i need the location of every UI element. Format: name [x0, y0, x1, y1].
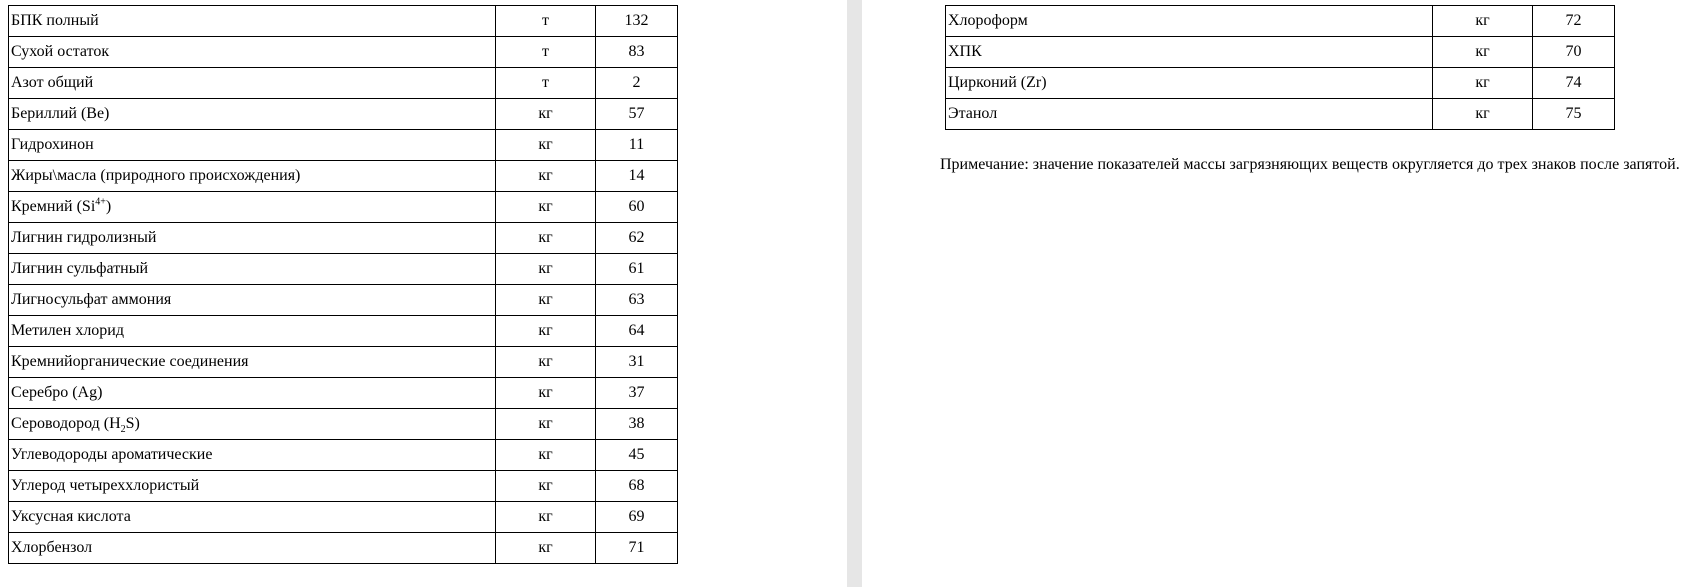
- substance-name-cell: [9, 347, 496, 378]
- table-row: [9, 68, 678, 99]
- substance-name-cell: [9, 285, 496, 316]
- substance-name-cell: [9, 130, 496, 161]
- unit-cell: т: [496, 37, 596, 68]
- value-cell: 72: [1533, 6, 1615, 37]
- substance-name-cell: [946, 68, 1433, 99]
- value-cell: 132: [596, 6, 678, 37]
- value-cell: 38: [596, 409, 678, 440]
- substance-name: Лигносульфат аммония: [11, 291, 172, 308]
- substance-name-cell: [9, 440, 496, 471]
- table-row: [9, 192, 678, 223]
- substance-name: Серебро (Ag): [11, 384, 103, 401]
- table-row: [9, 223, 678, 254]
- value-cell: 60: [596, 192, 678, 223]
- value-cell: 14: [596, 161, 678, 192]
- table-row: [9, 347, 678, 378]
- substance-name-cell: [9, 6, 496, 37]
- substance-name: БПК полный: [11, 12, 99, 29]
- value-cell: 37: [596, 378, 678, 409]
- table-row: [9, 6, 678, 37]
- substance-name-cell: [946, 37, 1433, 68]
- value-cell: 74: [1533, 68, 1615, 99]
- unit-cell: кг: [496, 161, 596, 192]
- substance-name: Хлороформ: [948, 12, 1028, 29]
- pollutant-table-left-body: [9, 6, 678, 564]
- substance-name: Лигнин гидролизный: [11, 229, 157, 246]
- unit-cell: кг: [496, 409, 596, 440]
- value-cell: 71: [596, 533, 678, 564]
- substance-name: Хлорбензол: [11, 539, 93, 556]
- table-row: [9, 533, 678, 564]
- substance-name: Углеводороды ароматические: [11, 446, 213, 463]
- table-row: [9, 440, 678, 471]
- substance-name: Сероводород (H: [11, 415, 121, 432]
- substance-name-cell: [9, 254, 496, 285]
- unit-cell: кг: [496, 130, 596, 161]
- substance-name: Жиры\масла (природного происхождения): [11, 167, 301, 184]
- value-cell: 62: [596, 223, 678, 254]
- unit-cell: кг: [496, 471, 596, 502]
- substance-name-cell: [9, 533, 496, 564]
- value-cell: 69: [596, 502, 678, 533]
- substance-name: Этанол: [948, 105, 998, 122]
- substance-name-tail: S): [125, 415, 140, 432]
- value-cell: 57: [596, 99, 678, 130]
- unit-cell: кг: [496, 285, 596, 316]
- table-row: [9, 130, 678, 161]
- substance-name-cell: [9, 223, 496, 254]
- substance-name-cell: [9, 409, 496, 440]
- value-cell: 61: [596, 254, 678, 285]
- value-cell: 45: [596, 440, 678, 471]
- substance-name: ХПК: [948, 43, 982, 60]
- substance-name-cell: [9, 99, 496, 130]
- value-cell: 83: [596, 37, 678, 68]
- page-gutter: [847, 0, 862, 587]
- substance-name-cell: [946, 99, 1433, 130]
- value-cell: 75: [1533, 99, 1615, 130]
- substance-name-tail: ): [105, 198, 112, 215]
- value-cell: 31: [596, 347, 678, 378]
- substance-name-cell: [9, 502, 496, 533]
- table-row: [9, 99, 678, 130]
- substance-name-subscript: 2: [120, 424, 126, 436]
- substance-name: Сухой остаток: [11, 43, 110, 60]
- unit-cell: т: [496, 6, 596, 37]
- substance-name: Метилен хлорид: [11, 322, 125, 339]
- substance-name: Уксусная кислота: [11, 508, 131, 525]
- substance-name: Гидрохинон: [11, 136, 94, 153]
- unit-cell: кг: [1433, 99, 1533, 130]
- substance-name-cell: [946, 6, 1433, 37]
- table-row: [9, 502, 678, 533]
- value-cell: 70: [1533, 37, 1615, 68]
- unit-cell: кг: [1433, 37, 1533, 68]
- unit-cell: т: [496, 68, 596, 99]
- substance-name-cell: [9, 471, 496, 502]
- substance-name-cell: [9, 192, 496, 223]
- unit-cell: кг: [496, 347, 596, 378]
- substance-name-cell: [9, 37, 496, 68]
- unit-cell: кг: [496, 316, 596, 347]
- table-row: [946, 37, 1615, 68]
- substance-name: Бериллий (Be): [11, 105, 110, 122]
- substance-name: Кремний (Si: [11, 198, 96, 215]
- unit-cell: кг: [1433, 6, 1533, 37]
- table-row: [946, 68, 1615, 99]
- unit-cell: кг: [496, 378, 596, 409]
- table-row: [9, 378, 678, 409]
- substance-name: Углерод четыреххлористый: [11, 477, 200, 494]
- table-row: [9, 37, 678, 68]
- table-row: [9, 409, 678, 440]
- pollutant-table-right-body: [946, 6, 1615, 130]
- value-cell: 68: [596, 471, 678, 502]
- unit-cell: кг: [496, 99, 596, 130]
- value-cell: 2: [596, 68, 678, 99]
- substance-name: Лигнин сульфатный: [11, 260, 149, 277]
- table-row: [946, 6, 1615, 37]
- table-row: [9, 285, 678, 316]
- unit-cell: кг: [496, 533, 596, 564]
- note-text: Примечание: значение показателей массы загрязняющих веществ округляется до трех знаков после запятой.: [940, 156, 1680, 173]
- unit-cell: кг: [496, 440, 596, 471]
- table-row: [9, 471, 678, 502]
- substance-name-cell: [9, 316, 496, 347]
- unit-cell: кг: [496, 502, 596, 533]
- pollutant-table-right: [945, 5, 1615, 130]
- unit-cell: кг: [496, 192, 596, 223]
- value-cell: 63: [596, 285, 678, 316]
- table-row: [9, 316, 678, 347]
- pollutant-table-left: [8, 5, 678, 564]
- value-cell: 64: [596, 316, 678, 347]
- value-cell: 11: [596, 130, 678, 161]
- substance-name: Азот общий: [11, 74, 94, 91]
- unit-cell: кг: [496, 254, 596, 285]
- unit-cell: кг: [1433, 68, 1533, 99]
- substance-name-superscript: 4+: [95, 196, 106, 208]
- substance-name-cell: [9, 378, 496, 409]
- substance-name: Кремнийорганические соединения: [11, 353, 249, 370]
- table-row: [946, 99, 1615, 130]
- unit-cell: кг: [496, 223, 596, 254]
- table-row: [9, 254, 678, 285]
- substance-name: Цирконий (Zr): [948, 74, 1047, 91]
- table-row: [9, 161, 678, 192]
- substance-name-cell: [9, 68, 496, 99]
- substance-name-cell: [9, 161, 496, 192]
